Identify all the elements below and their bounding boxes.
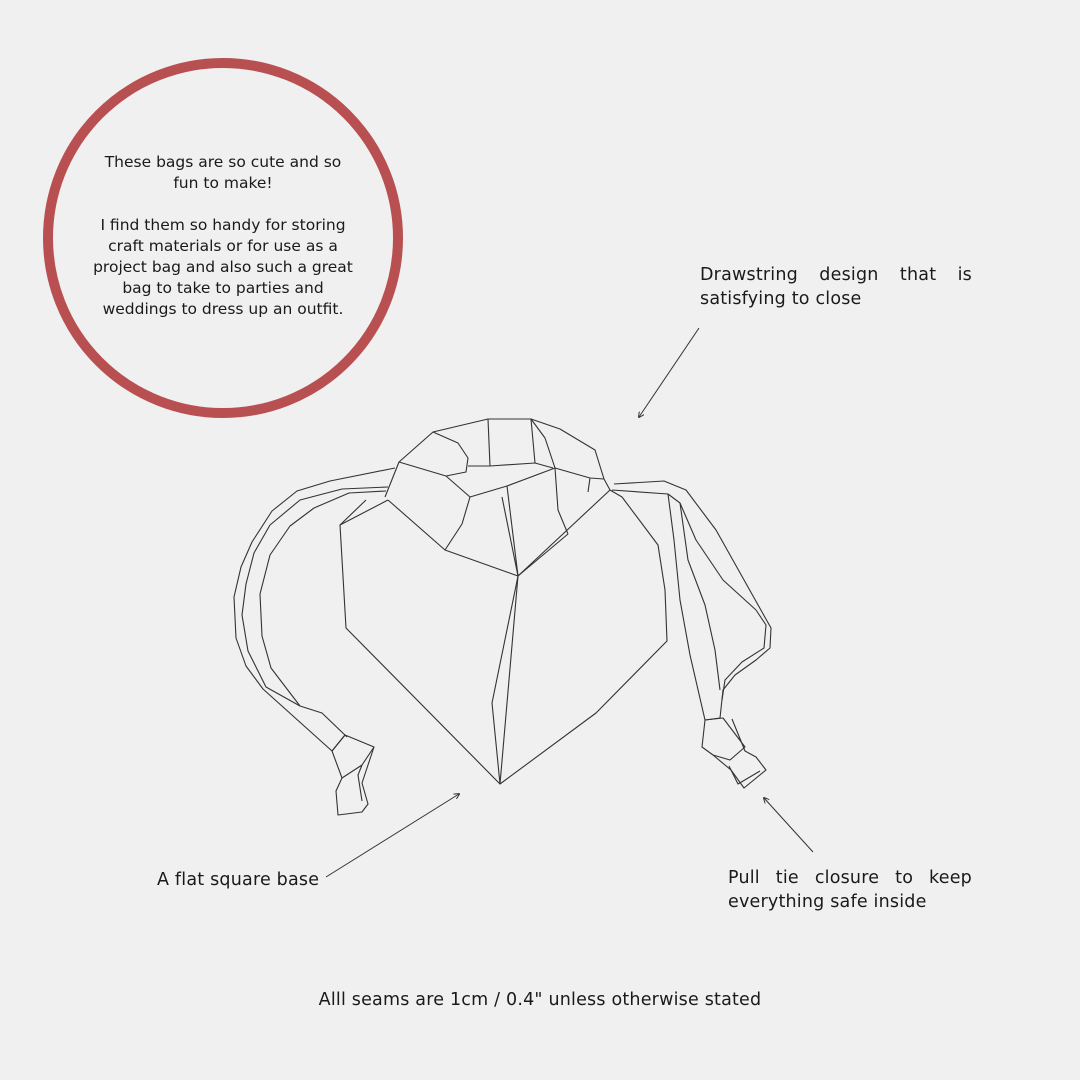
bag-gather-left	[388, 490, 610, 576]
intro-paragraph-1: These bags are so cute and so fun to make!	[104, 153, 342, 192]
arrow-drawstring	[639, 328, 699, 417]
drawstring-right	[614, 481, 771, 788]
intro-paragraph-2: I find them so handy for storing craft materials or for use as a project bag and also such a great bag to take to parties and weddings to dress up an outfit.	[93, 216, 353, 318]
heart-bag-line-drawing-icon	[234, 419, 771, 815]
drawstring-left	[234, 468, 395, 815]
seam-allowance-note: Alll seams are 1cm / 0.4" unless otherwise stated	[318, 990, 762, 1010]
arrow-pull-tie	[764, 798, 813, 852]
callout-base: A flat square base	[157, 870, 320, 890]
arrow-base	[326, 794, 459, 877]
bag-center-seam	[500, 576, 518, 784]
callout-pull-tie: Pull tie closure to keep everything safe inside	[728, 868, 972, 912]
callout-drawstring: Drawstring design that is satisfying to close	[700, 265, 972, 309]
